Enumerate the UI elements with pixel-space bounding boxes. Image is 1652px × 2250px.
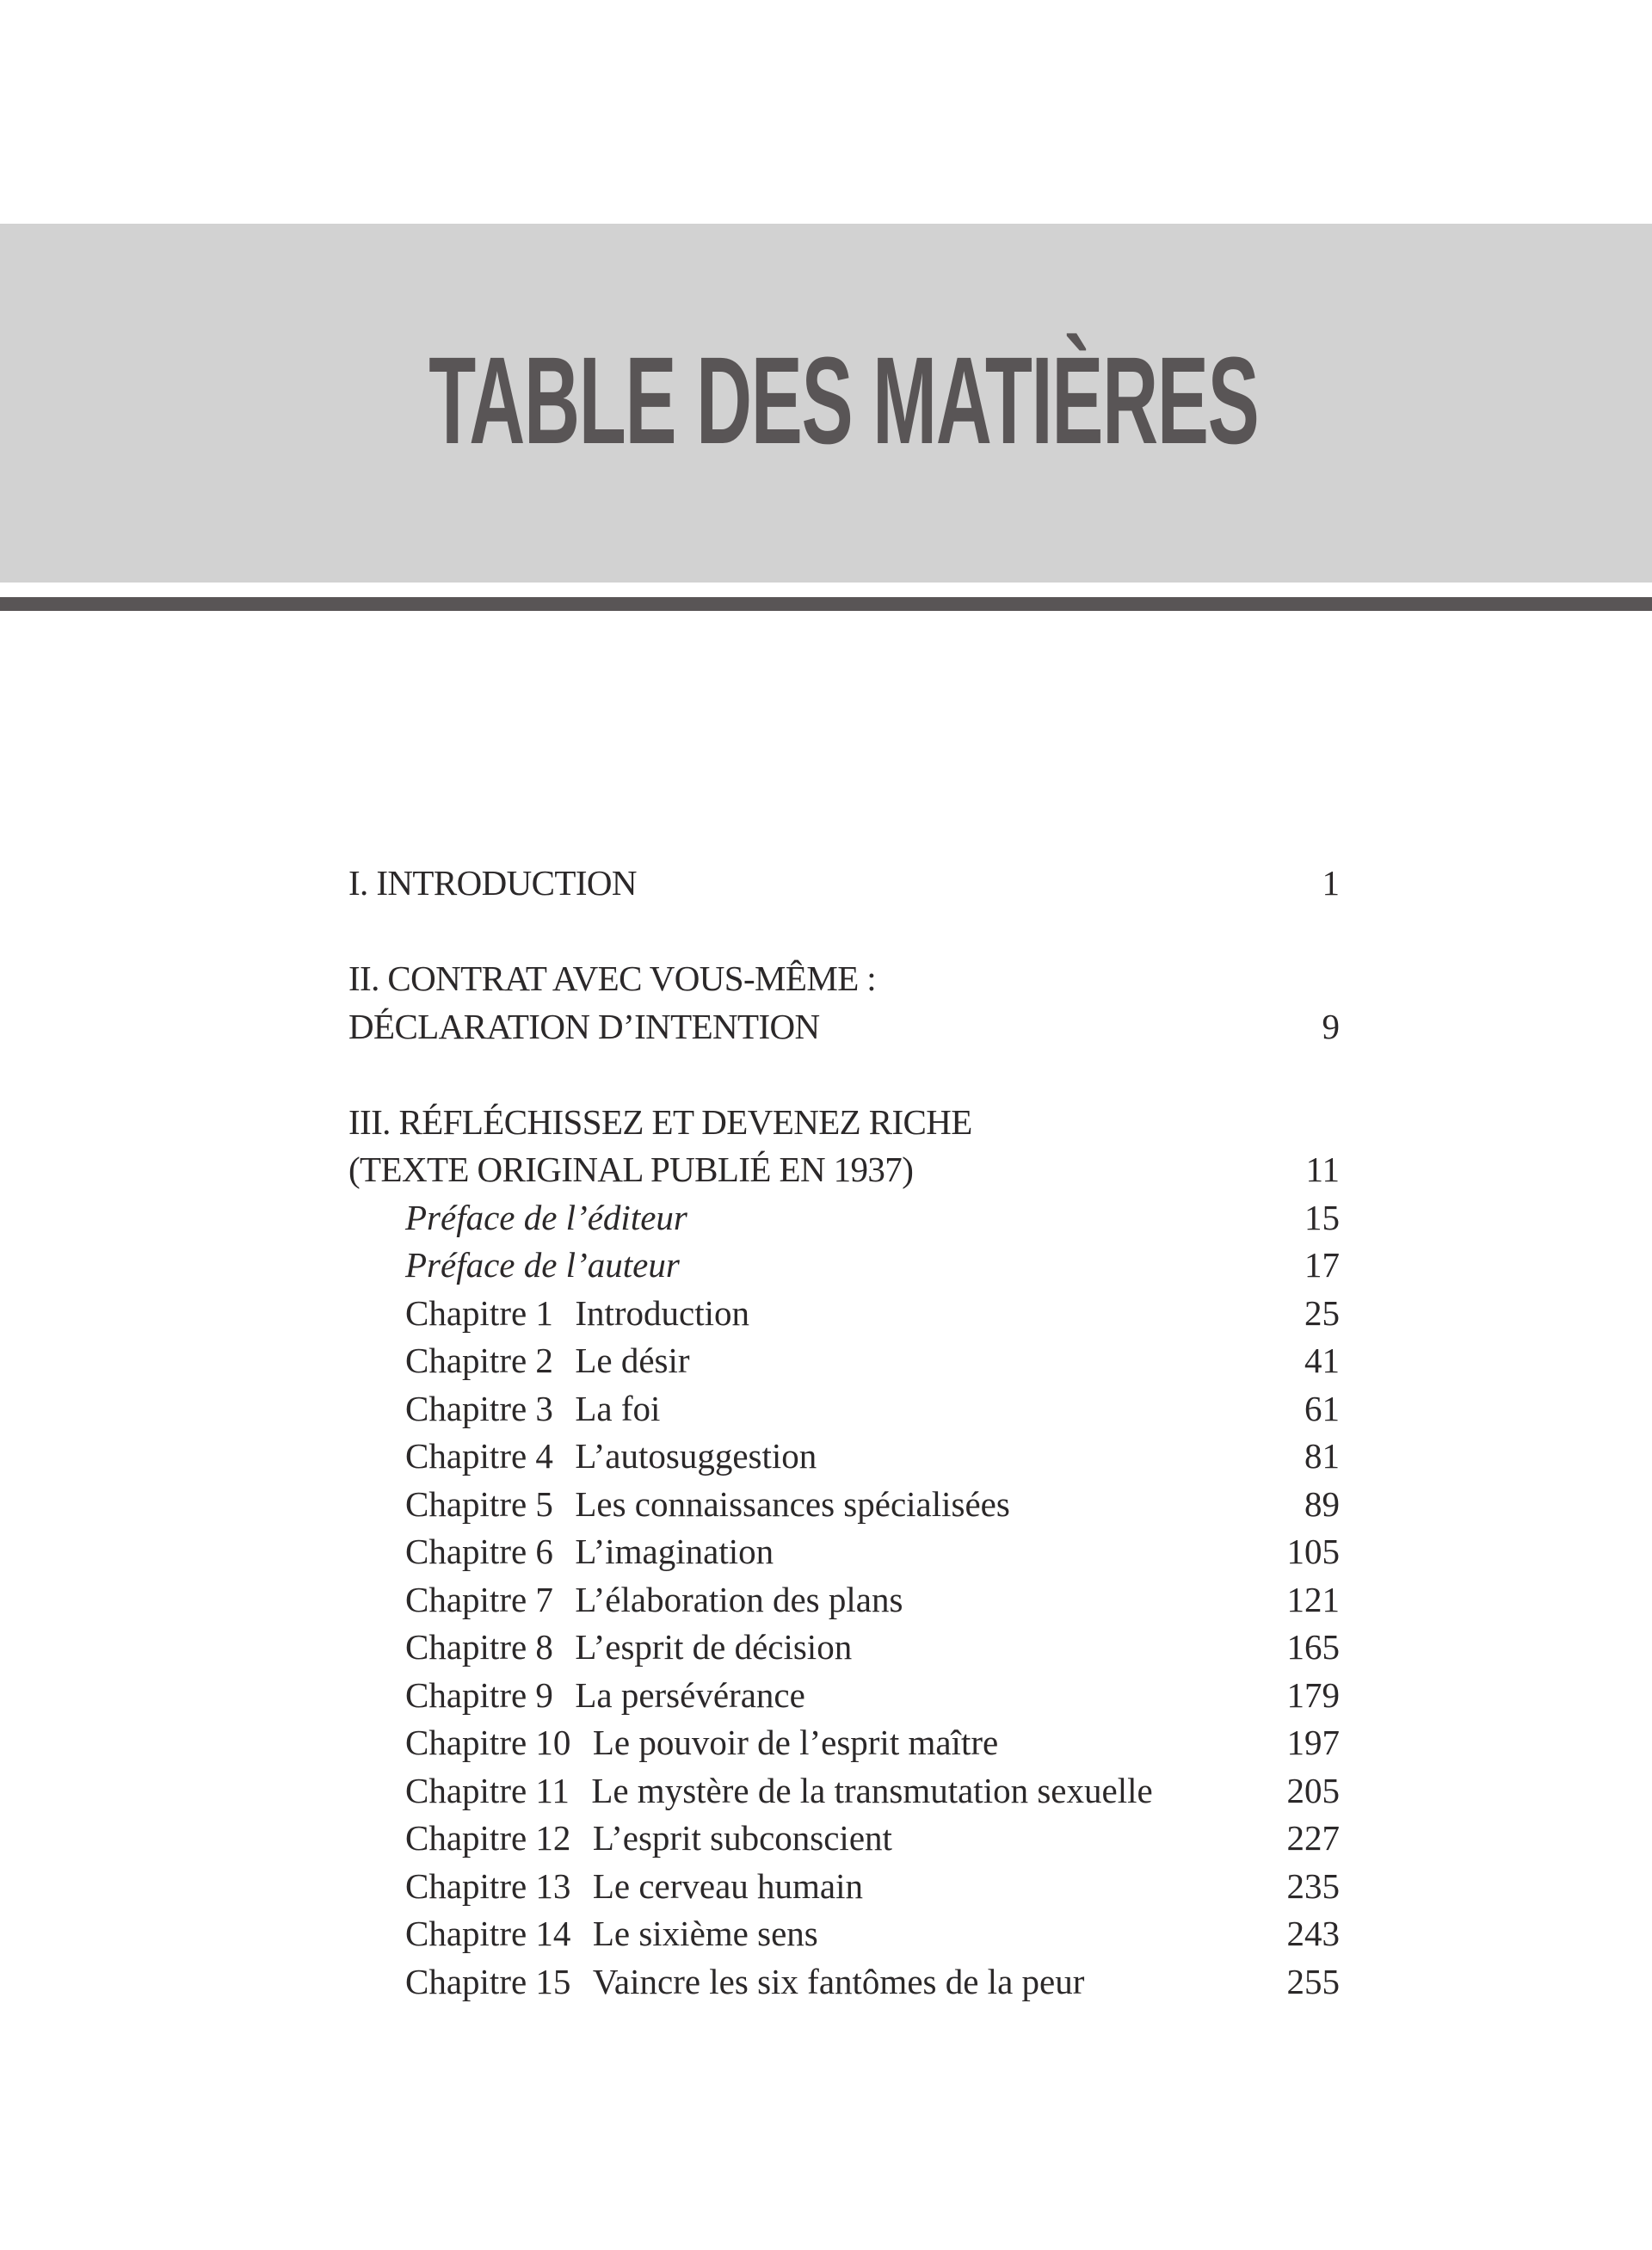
chapter-number: Chapitre 10 (405, 1723, 571, 1762)
toc-page-number: 235 (1286, 1865, 1340, 1906)
chapter-title: Le mystère de la transmutation sexuelle (591, 1770, 1153, 1810)
chapter-number: Chapitre 6 (405, 1532, 553, 1571)
spacer (348, 908, 1340, 956)
toc-entry-chapter-12[interactable] (348, 1815, 1340, 1863)
chapter-number: Chapitre 2 (405, 1341, 553, 1380)
toc-entry-label: II. CONTRAT AVEC VOUS-MÊME : (348, 959, 877, 998)
toc-page-number: 41 (1304, 1341, 1340, 1380)
toc-entry-label: I. INTRODUCTION (348, 863, 637, 903)
toc-entry-reflechissez-line-1[interactable] (348, 1099, 1340, 1147)
toc-page-number: 15 (1304, 1197, 1340, 1237)
chapter-number: Chapitre 5 (405, 1483, 553, 1524)
toc-entry-chapter-1[interactable] (348, 1290, 1340, 1338)
toc-entry-preface-editeur[interactable] (348, 1194, 1340, 1242)
page-title-text: TABLE DES MATIÈRES (428, 331, 1259, 470)
toc-entry-label: DÉCLARATION D’INTENTION (348, 1006, 820, 1046)
toc-page-number: 105 (1286, 1532, 1340, 1571)
chapter-title: La persévérance (575, 1674, 805, 1715)
table-of-contents (348, 860, 1340, 2006)
toc-entry-chapter-6[interactable] (348, 1528, 1340, 1576)
chapter-title: Le sixième sens (592, 1914, 818, 1953)
toc-page-number: 179 (1286, 1674, 1340, 1715)
toc-entry-chapter-3[interactable] (348, 1385, 1340, 1433)
toc-page-number: 61 (1304, 1388, 1340, 1428)
toc-entry-label: Préface de l’auteur (405, 1245, 680, 1285)
toc-page-number: 11 (1305, 1150, 1340, 1189)
toc-entry-reflechissez-line-2[interactable] (348, 1146, 1340, 1194)
toc-entry-chapter-4[interactable] (348, 1433, 1340, 1481)
page-title (0, 330, 1652, 472)
chapter-title: Les connaissances spécialisées (575, 1483, 1010, 1524)
chapter-title: L’autosuggestion (575, 1436, 817, 1476)
spacer (348, 1051, 1340, 1099)
chapter-number: Chapitre 11 (405, 1770, 570, 1810)
title-rule-divider (0, 597, 1652, 611)
toc-entry-preface-auteur[interactable] (348, 1242, 1340, 1290)
chapter-title: Le désir (575, 1341, 690, 1380)
chapter-number: Chapitre 3 (405, 1388, 553, 1428)
toc-entry-chapter-11[interactable] (348, 1767, 1340, 1815)
toc-page-number: 9 (1322, 1006, 1340, 1046)
toc-page-number: 227 (1286, 1818, 1340, 1858)
toc-entry-chapter-10[interactable] (348, 1719, 1340, 1767)
toc-entry-label: (TEXTE ORIGINAL PUBLIÉ EN 1937) (348, 1150, 914, 1189)
toc-page-number: 1 (1322, 863, 1340, 903)
toc-entry-chapter-2[interactable] (348, 1337, 1340, 1385)
toc-page-number: 243 (1286, 1914, 1340, 1953)
toc-page-number: 197 (1286, 1723, 1340, 1762)
toc-entry-chapter-14[interactable] (348, 1910, 1340, 1958)
chapter-title: La foi (575, 1388, 661, 1428)
toc-entry-chapter-7[interactable] (348, 1576, 1340, 1624)
chapter-number: Chapitre 15 (405, 1961, 571, 2001)
toc-page-number: 121 (1286, 1579, 1340, 1619)
chapter-number: Chapitre 12 (405, 1818, 571, 1858)
toc-entry-chapter-15[interactable] (348, 1958, 1340, 2007)
chapter-title: Le pouvoir de l’esprit maître (592, 1723, 999, 1762)
toc-entry-chapter-8[interactable] (348, 1624, 1340, 1672)
toc-entry-chapter-13[interactable] (348, 1863, 1340, 1911)
toc-page-number: 89 (1304, 1483, 1340, 1524)
toc-entry-chapter-9[interactable] (348, 1672, 1340, 1720)
chapter-title: Le cerveau humain (592, 1865, 864, 1906)
toc-page-number: 25 (1304, 1292, 1340, 1333)
toc-entry-contrat-line-2[interactable] (348, 1003, 1340, 1051)
chapter-number: Chapitre 8 (405, 1627, 553, 1667)
chapter-title: Vaincre les six fantômes de la peur (592, 1961, 1085, 2001)
toc-entry-contrat-line-1[interactable] (348, 955, 1340, 1003)
toc-entry-chapter-5[interactable] (348, 1481, 1340, 1529)
chapter-title: L’esprit de décision (575, 1627, 853, 1667)
chapter-number: Chapitre 14 (405, 1914, 571, 1953)
chapter-number: Chapitre 1 (405, 1292, 553, 1333)
toc-page-number: 17 (1304, 1245, 1340, 1285)
toc-page-number: 255 (1286, 1961, 1340, 2001)
toc-entry-introduction[interactable] (348, 860, 1340, 908)
chapter-number: Chapitre 7 (405, 1579, 553, 1619)
chapter-number: Chapitre 4 (405, 1436, 553, 1476)
chapter-number: Chapitre 9 (405, 1674, 553, 1715)
chapter-title: L’élaboration des plans (575, 1579, 903, 1619)
chapter-number: Chapitre 13 (405, 1865, 571, 1906)
chapter-title: Introduction (575, 1292, 750, 1333)
toc-page-number: 205 (1286, 1770, 1340, 1810)
chapter-title: L’esprit subconscient (592, 1818, 892, 1858)
chapter-title: L’imagination (575, 1532, 774, 1571)
toc-page-number: 81 (1304, 1436, 1340, 1476)
toc-page-number: 165 (1286, 1627, 1340, 1667)
toc-entry-label: Préface de l’éditeur (405, 1197, 687, 1237)
toc-entry-label: III. RÉFLÉCHISSEZ ET DEVENEZ RICHE (348, 1101, 972, 1142)
